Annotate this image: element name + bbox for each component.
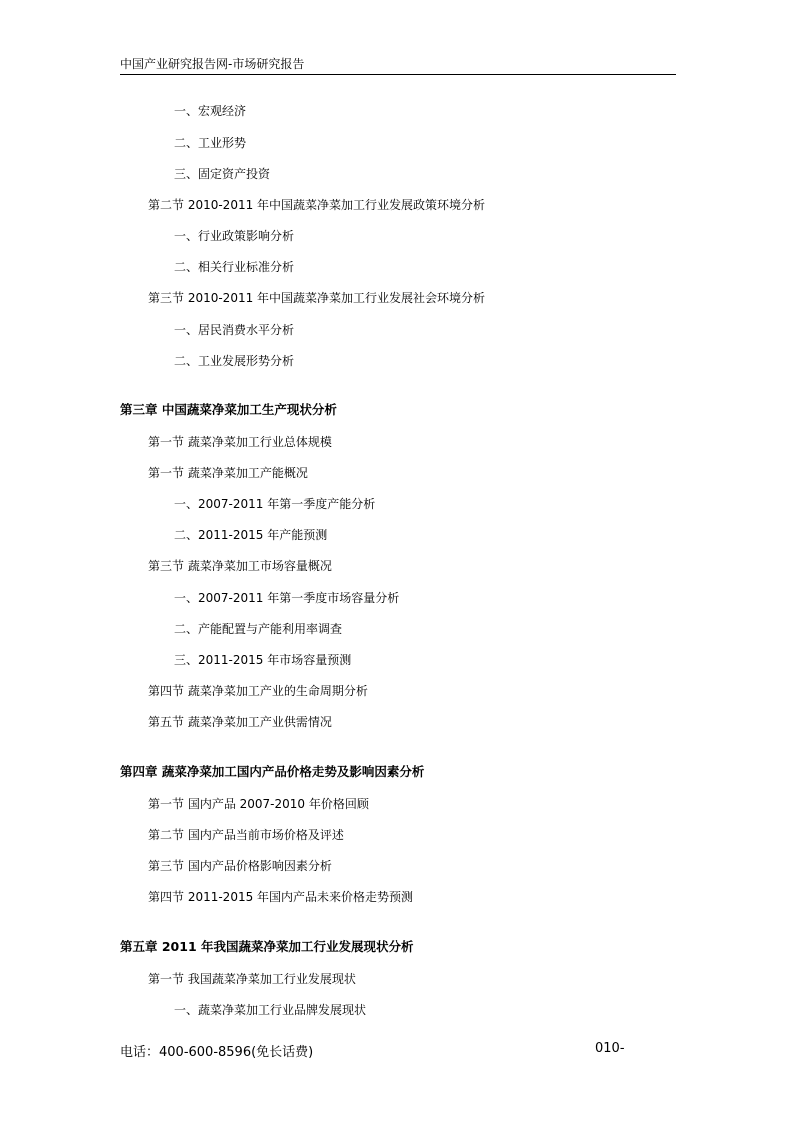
toc-item: 一、蔬菜净菜加工行业品牌发展现状	[174, 1003, 367, 1017]
toc-item: 一、2007-2011 年第一季度市场容量分析	[174, 591, 400, 605]
toc-item: 第三节 国内产品价格影响因素分析	[148, 859, 332, 873]
page-footer	[120, 1041, 680, 1059]
toc-item: 第一节 国内产品 2007-2010 年价格回顾	[148, 797, 369, 811]
toc-item: 第四节 蔬菜净菜加工产业的生命周期分析	[148, 684, 368, 698]
toc-item: 第一节 我国蔬菜净菜加工行业发展现状	[148, 972, 356, 986]
toc-chapter: 第四章 蔬菜净菜加工国内产品价格走势及影响因素分析	[120, 764, 425, 779]
toc-item: 二、相关行业标准分析	[174, 260, 295, 274]
toc-item: 第二节 2010-2011 年中国蔬菜净菜加工行业发展政策环境分析	[148, 198, 486, 212]
page-header	[120, 58, 676, 75]
toc-item: 第四节 2011-2015 年国内产品未来价格走势预测	[148, 890, 414, 904]
toc-item: 二、工业形势	[174, 136, 247, 150]
toc-item: 二、产能配置与产能利用率调查	[174, 622, 343, 636]
header-title: 中国产业研究报告网-市场研究报告	[120, 57, 305, 71]
toc-item: 一、2007-2011 年第一季度产能分析	[174, 497, 376, 511]
footer-phone: 电话：400-600-8596(免长话费)	[120, 1045, 314, 1060]
toc-item: 第一节 蔬菜净菜加工产能概况	[148, 466, 308, 480]
toc-item: 第一节 蔬菜净菜加工行业总体规模	[148, 435, 332, 449]
toc-item: 三、固定资产投资	[174, 167, 271, 181]
toc-item: 三、2011-2015 年市场容量预测	[174, 653, 352, 667]
toc-chapter: 第五章 2011 年我国蔬菜净菜加工行业发展现状分析	[120, 939, 414, 954]
toc-item: 一、宏观经济	[174, 104, 247, 118]
toc-item: 第二节 国内产品当前市场价格及评述	[148, 828, 344, 842]
toc-item: 第五节 蔬菜净菜加工产业供需情况	[148, 715, 332, 729]
toc-item: 第三节 2010-2011 年中国蔬菜净菜加工行业发展社会环境分析	[148, 291, 486, 305]
page-number: 010-	[595, 1041, 625, 1056]
toc-item: 一、行业政策影响分析	[174, 229, 295, 243]
toc-item: 一、居民消费水平分析	[174, 323, 295, 337]
toc-chapter: 第三章 中国蔬菜净菜加工生产现状分析	[120, 402, 337, 417]
toc-item: 二、工业发展形势分析	[174, 354, 295, 368]
toc-item: 二、2011-2015 年产能预测	[174, 528, 328, 542]
toc-item: 第三节 蔬菜净菜加工市场容量概况	[148, 559, 332, 573]
